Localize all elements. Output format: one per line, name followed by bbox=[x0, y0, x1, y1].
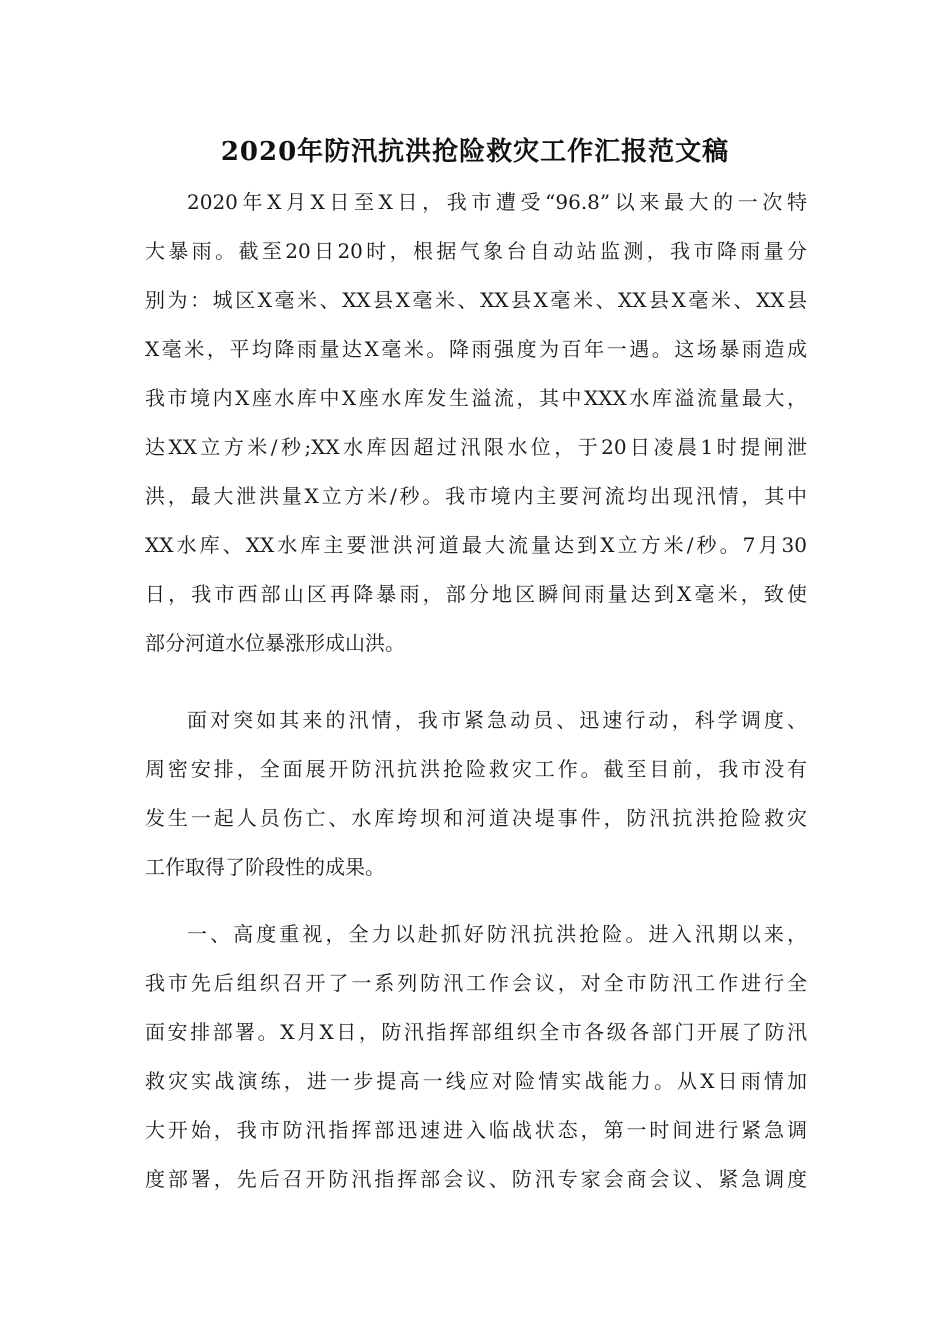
paragraph-line: 面安排部署。X月X日，防汛指挥部组织全市各级各部门开展了防汛 bbox=[145, 1020, 807, 1044]
paragraph-line: 救灾实战演练，进一步提高一线应对险情实战能力。从X日雨情加 bbox=[145, 1069, 807, 1093]
paragraph-line: 我市境内X座水库中X座水库发生溢流，其中XXX水库溢流量最大， bbox=[145, 386, 807, 410]
paragraph-line: 洪，最大泄洪量X立方米/秒。我市境内主要河流均出现汛情，其中 bbox=[145, 484, 807, 508]
paragraph-line: XX水库、XX水库主要泄洪河道最大流量达到X立方米/秒。7月30 bbox=[145, 533, 807, 557]
paragraph-line: 部分河道水位暴涨形成山洪。 bbox=[145, 631, 405, 655]
paragraph-line: X毫米，平均降雨量达X毫米。降雨强度为百年一遇。这场暴雨造成 bbox=[145, 337, 807, 361]
paragraph-line: 大开始，我市防汛指挥部迅速进入临战状态，第一时间进行紧急调 bbox=[145, 1118, 807, 1142]
paragraph-line: 达XX立方米/秒;XX水库因超过汛限水位，于20日凌晨1时提闸泄 bbox=[145, 435, 807, 459]
paragraph-line: 2020年X月X日至X日，我市遭受“96.8”以来最大的一次特 bbox=[187, 190, 807, 214]
paragraph-line: 周密安排，全面展开防汛抗洪抢险救灾工作。截至目前，我市没有 bbox=[145, 757, 807, 781]
paragraph-line: 一、高度重视，全力以赴抓好防汛抗洪抢险。进入汛期以来， bbox=[187, 922, 807, 946]
paragraph-2 bbox=[145, 696, 807, 892]
paragraph-line: 我市先后组织召开了一系列防汛工作会议，对全市防汛工作进行全 bbox=[145, 971, 807, 995]
paragraph-line: 日，我市西部山区再降暴雨，部分地区瞬间雨量达到X毫米，致使 bbox=[145, 582, 807, 606]
paragraph-3 bbox=[145, 910, 807, 1204]
paragraph-line: 别为：城区X毫米、XX县X毫米、XX县X毫米、XX县X毫米、XX县 bbox=[145, 288, 807, 312]
paragraph-line: 面对突如其来的汛情，我市紧急动员、迅速行动，科学调度、 bbox=[187, 708, 807, 732]
paragraph-line: 度部署，先后召开防汛指挥部会议、防汛专家会商会议、紧急调度 bbox=[145, 1167, 807, 1191]
document-title: 2020年防汛抗洪抢险救灾工作汇报范文稿 bbox=[220, 137, 730, 167]
paragraph-line: 发生一起人员伤亡、水库垮坝和河道决堤事件，防汛抗洪抢险救灾 bbox=[145, 806, 807, 830]
paragraph-line: 工作取得了阶段性的成果。 bbox=[145, 855, 385, 879]
paragraph-line: 大暴雨。截至20日20时，根据气象台自动站监测，我市降雨量分 bbox=[145, 239, 807, 263]
paragraph-1 bbox=[145, 178, 807, 668]
